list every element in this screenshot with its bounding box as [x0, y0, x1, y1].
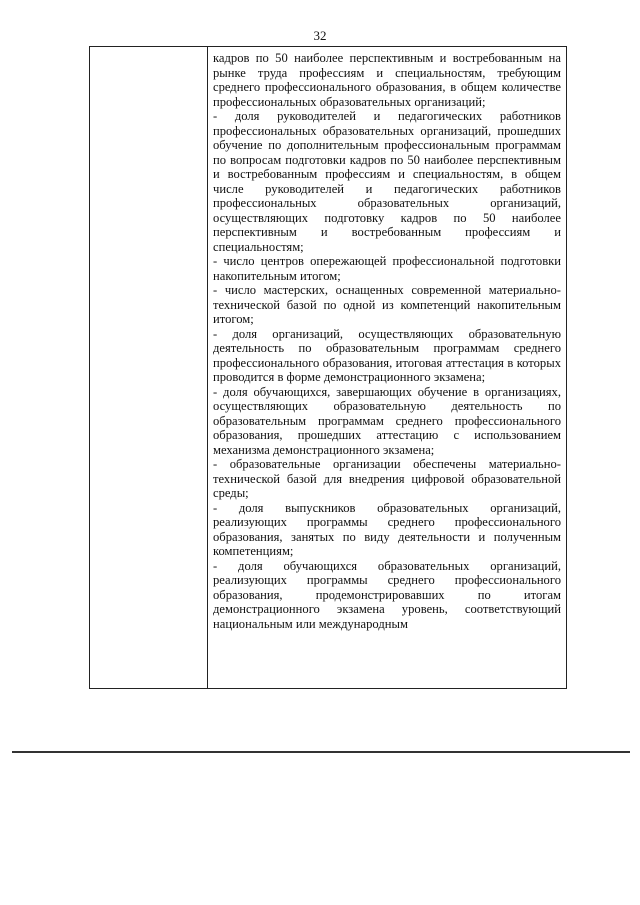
paragraph: - число мастерских, оснащенных современной материально-технической базой по одной из компетенций накопительным итогом; — [213, 283, 561, 326]
table-row — [90, 47, 567, 689]
paragraph: - доля организаций, осуществляющих образовательную деятельность по образовательным программам среднего профессионального образования, итоговая аттестация в которых проводится в форме демонстрационного экзамена; — [213, 326, 561, 384]
paragraph: - доля выпускников образовательных организаций, реализующих программы среднего профессионального образования, занятых по виду деятельности и полученным компетенциям; — [213, 500, 561, 558]
left-cell — [90, 47, 208, 689]
paragraph: - доля обучающихся образовательных организаций, реализующих программы среднего профессионального образования, продемонстрировавших по итогам демонстрационного экзамена уровень, соответствующий национальным или международным — [213, 558, 561, 631]
paragraph: - доля руководителей и педагогических работников профессиональных образовательных организаций, прошедших обучение по дополнительным профессиональным программам по вопросам подготовки кадров по 50 наиболее перспективным и востребованным профессиям и специальностям, в общем числе руководителей и педагогических работников профессиональных образовательных организаций, осуществляющих подготовку кадров по 50 наиболее перспективным и востребованным профессиям и специальностям; — [213, 109, 561, 254]
right-cell — [208, 47, 567, 689]
page-bottom-rule — [12, 751, 630, 753]
paragraph: - доля обучающихся, завершающих обучение в организациях, осуществляющих образовательную деятельность по образовательным программам среднего профессионального образования, прошедших аттестацию с использованием механизма демонстрационного экзамена; — [213, 384, 561, 457]
paragraph: - образовательные организации обеспечены материально-технической базой для внедрения цифровой образовательной среды; — [213, 457, 561, 500]
document-table — [89, 46, 567, 689]
paragraph: кадров по 50 наиболее перспективным и востребованным на рынке труда профессиям и специальностям, требующим среднего профессионального образования, в общем количестве профессиональных образовательных организаций; — [213, 51, 561, 109]
paragraph: - число центров опережающей профессиональной подготовки накопительным итогом; — [213, 254, 561, 283]
page-number: 32 — [313, 28, 327, 43]
